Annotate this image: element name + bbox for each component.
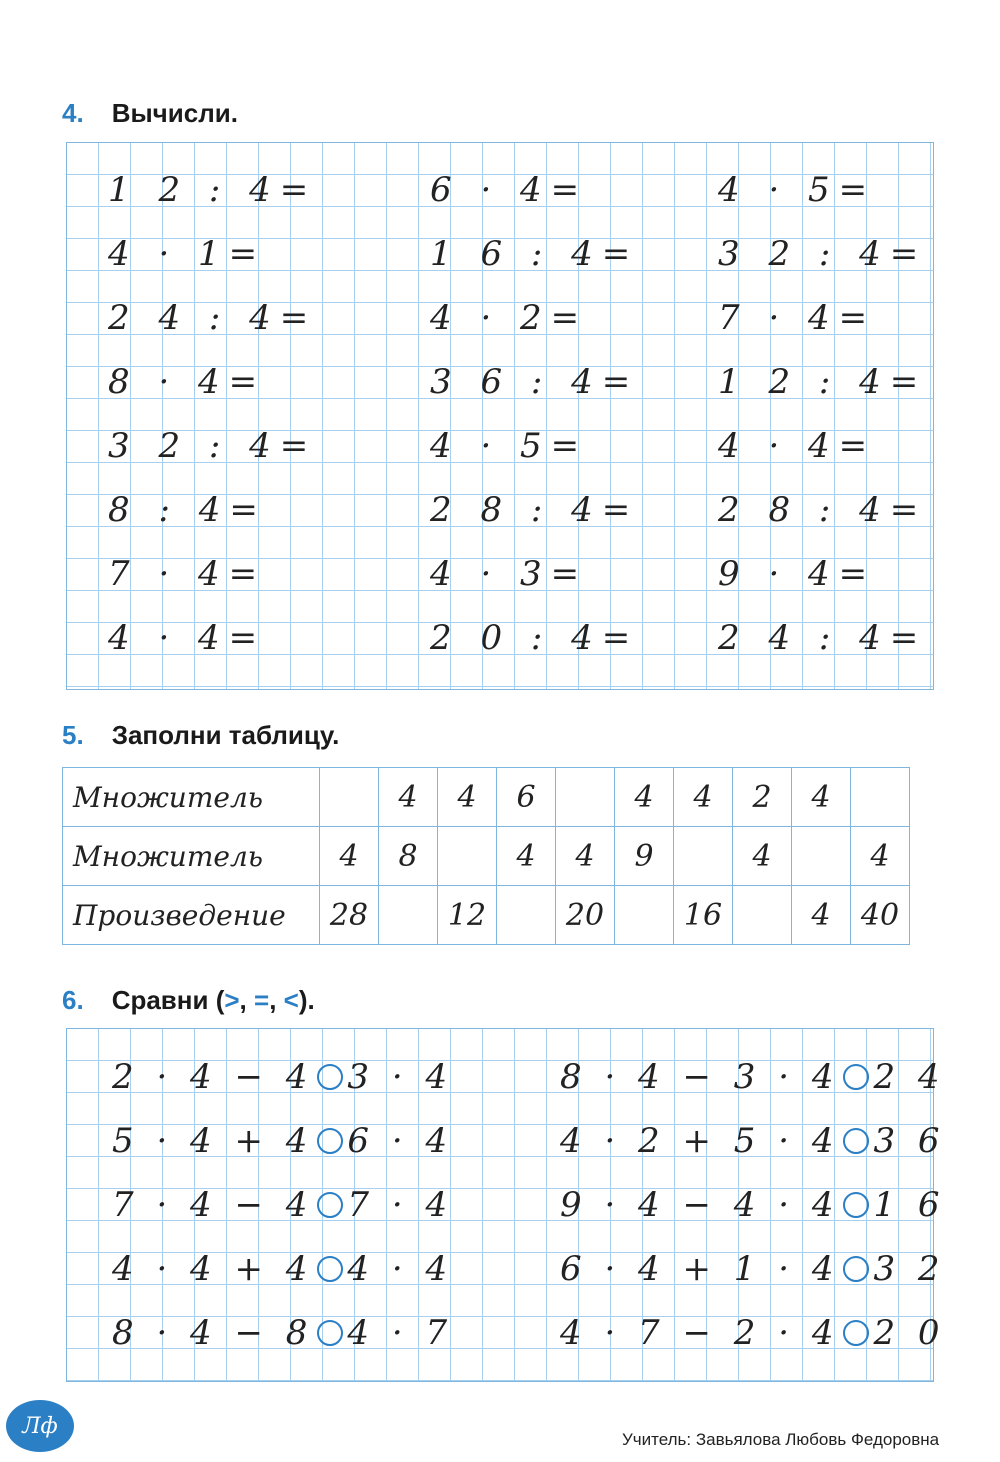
exercise-col1-4: 8 · 4= bbox=[108, 362, 267, 402]
exercise-col3-7: 9 · 4= bbox=[718, 554, 877, 594]
table-cell: 4 bbox=[792, 768, 851, 827]
answer-circle[interactable] bbox=[317, 1128, 343, 1154]
comparison-right-4 bbox=[560, 1249, 946, 1289]
table-cell[interactable] bbox=[379, 886, 438, 945]
comparison-rhs: 3 6 bbox=[873, 1121, 946, 1161]
comparison-rhs: 2 0 bbox=[873, 1313, 946, 1353]
table-row bbox=[63, 827, 910, 886]
table-cell[interactable] bbox=[792, 827, 851, 886]
task-5-title bbox=[62, 720, 339, 751]
comparison-rhs: 3 2 bbox=[873, 1249, 946, 1289]
comparison-lhs: 9 · 4 − 4 · 4 bbox=[560, 1185, 840, 1225]
table-cell: 40 bbox=[851, 886, 910, 945]
exercise-col2-2: 1 6 : 4= bbox=[430, 234, 640, 274]
exercise-col3-5: 4 · 4= bbox=[718, 426, 877, 466]
table-cell: 8 bbox=[379, 827, 438, 886]
comparison-left-2 bbox=[112, 1121, 453, 1161]
table-cell: 4 bbox=[497, 827, 556, 886]
table-cell: 2 bbox=[733, 768, 792, 827]
table-cell: 4 bbox=[733, 827, 792, 886]
comparison-rhs: 7 · 4 bbox=[347, 1185, 454, 1225]
teacher-credit: Учитель: Завьялова Любовь Федоровна bbox=[622, 1430, 940, 1449]
task-6-number: 6. bbox=[62, 985, 84, 1015]
task-4-grid bbox=[66, 142, 934, 690]
comparison-lhs: 4 · 4 + 4 bbox=[112, 1249, 314, 1289]
answer-circle[interactable] bbox=[843, 1320, 869, 1346]
publisher-logo bbox=[6, 1400, 74, 1452]
answer-circle[interactable] bbox=[317, 1064, 343, 1090]
table-cell: 4 bbox=[556, 827, 615, 886]
answer-circle[interactable] bbox=[843, 1192, 869, 1218]
task-5-title-text: Заполни таблицу. bbox=[111, 720, 340, 750]
exercise-col3-3: 7 · 4= bbox=[718, 298, 877, 338]
answer-circle[interactable] bbox=[843, 1256, 869, 1282]
table-cell[interactable] bbox=[497, 886, 556, 945]
table-cell: 6 bbox=[497, 768, 556, 827]
exercise-col2-6: 2 8 : 4= bbox=[430, 490, 640, 530]
comparison-right-5 bbox=[560, 1313, 946, 1353]
comparison-left-4 bbox=[112, 1249, 453, 1289]
exercise-col3-2: 3 2 : 4= bbox=[718, 234, 928, 274]
task-4-number: 4. bbox=[62, 98, 84, 128]
table-cell: 20 bbox=[556, 886, 615, 945]
exercise-col1-8: 4 · 4= bbox=[108, 618, 267, 658]
table-cell: 12 bbox=[438, 886, 497, 945]
comparison-lhs: 4 · 2 + 5 · 4 bbox=[560, 1121, 840, 1161]
table-cell: 4 bbox=[438, 768, 497, 827]
table-cell[interactable] bbox=[615, 886, 674, 945]
table-cell[interactable] bbox=[320, 768, 379, 827]
task-4-title bbox=[62, 98, 238, 129]
logo-text: Лф bbox=[22, 1413, 58, 1439]
answer-circle[interactable] bbox=[317, 1256, 343, 1282]
exercise-col2-3: 4 · 2= bbox=[430, 298, 589, 338]
task-6-title-suffix: ). bbox=[298, 985, 315, 1015]
comparison-lhs: 6 · 4 + 1 · 4 bbox=[560, 1249, 840, 1289]
exercise-col2-4: 3 6 : 4= bbox=[430, 362, 640, 402]
table-cell: 28 bbox=[320, 886, 379, 945]
comparison-lhs: 4 · 7 − 2 · 4 bbox=[560, 1313, 840, 1353]
exercise-col2-1: 6 · 4= bbox=[430, 170, 589, 210]
comparison-rhs: 3 · 4 bbox=[347, 1057, 454, 1097]
exercise-col2-5: 4 · 5= bbox=[430, 426, 589, 466]
comparison-lhs: 8 · 4 − 3 · 4 bbox=[560, 1057, 840, 1097]
multiplication-table bbox=[62, 767, 910, 945]
row-label: Множитель bbox=[63, 827, 320, 886]
exercise-col3-8: 2 4 : 4= bbox=[718, 618, 928, 658]
task-4-title-text: Вычисли. bbox=[111, 98, 238, 128]
comparison-lhs: 8 · 4 − 8 bbox=[112, 1313, 314, 1353]
table-cell[interactable] bbox=[674, 827, 733, 886]
table-row bbox=[63, 886, 910, 945]
table-cell[interactable] bbox=[733, 886, 792, 945]
symbol-less: < bbox=[283, 985, 299, 1015]
symbol-equal: = bbox=[254, 985, 270, 1015]
task-5-number: 5. bbox=[62, 720, 84, 750]
comparison-left-1 bbox=[112, 1057, 453, 1097]
comparison-lhs: 5 · 4 + 4 bbox=[112, 1121, 314, 1161]
exercise-col2-7: 4 · 3= bbox=[430, 554, 589, 594]
comparison-rhs: 2 4 bbox=[873, 1057, 946, 1097]
table-cell: 4 bbox=[792, 886, 851, 945]
table-cell: 16 bbox=[674, 886, 733, 945]
table-cell: 4 bbox=[320, 827, 379, 886]
exercise-col3-4: 1 2 : 4= bbox=[718, 362, 928, 402]
exercise-col1-7: 7 · 4= bbox=[108, 554, 267, 594]
exercise-col2-8: 2 0 : 4= bbox=[430, 618, 640, 658]
table-cell[interactable] bbox=[438, 827, 497, 886]
comparison-lhs: 2 · 4 − 4 bbox=[112, 1057, 314, 1097]
table-cell[interactable] bbox=[851, 768, 910, 827]
answer-circle[interactable] bbox=[317, 1192, 343, 1218]
comparison-right-3 bbox=[560, 1185, 946, 1225]
task-6-title bbox=[62, 985, 315, 1016]
symbol-greater: > bbox=[224, 985, 240, 1015]
table-row bbox=[63, 768, 910, 827]
exercise-col3-6: 2 8 : 4= bbox=[718, 490, 928, 530]
table-cell: 4 bbox=[851, 827, 910, 886]
answer-circle[interactable] bbox=[843, 1128, 869, 1154]
table-cell: 4 bbox=[674, 768, 733, 827]
comparison-left-3 bbox=[112, 1185, 453, 1225]
answer-circle[interactable] bbox=[317, 1320, 343, 1346]
row-label: Произведение bbox=[63, 886, 320, 945]
comparison-lhs: 7 · 4 − 4 bbox=[112, 1185, 314, 1225]
comparison-rhs: 4 · 4 bbox=[347, 1249, 454, 1289]
table-cell[interactable] bbox=[556, 768, 615, 827]
comparison-rhs: 1 6 bbox=[873, 1185, 946, 1225]
task-6-title-prefix: Сравни ( bbox=[111, 985, 225, 1015]
exercise-col1-3: 2 4 : 4= bbox=[108, 298, 318, 338]
exercise-col1-2: 4 · 1= bbox=[108, 234, 267, 274]
exercise-col1-1: 1 2 : 4= bbox=[108, 170, 318, 210]
comparison-right-1 bbox=[560, 1057, 946, 1097]
exercise-col3-1: 4 · 5= bbox=[718, 170, 877, 210]
comparison-right-2 bbox=[560, 1121, 946, 1161]
table-cell: 9 bbox=[615, 827, 674, 886]
table-cell: 4 bbox=[379, 768, 438, 827]
row-label: Множитель bbox=[63, 768, 320, 827]
separator-1: , bbox=[239, 985, 254, 1015]
comparison-rhs: 6 · 4 bbox=[347, 1121, 454, 1161]
comparison-rhs: 4 · 7 bbox=[347, 1313, 454, 1353]
exercise-col1-6: 8 : 4= bbox=[108, 490, 267, 530]
answer-circle[interactable] bbox=[843, 1064, 869, 1090]
table-cell: 4 bbox=[615, 768, 674, 827]
separator-2: , bbox=[269, 985, 284, 1015]
comparison-left-5 bbox=[112, 1313, 453, 1353]
exercise-col1-5: 3 2 : 4= bbox=[108, 426, 318, 466]
